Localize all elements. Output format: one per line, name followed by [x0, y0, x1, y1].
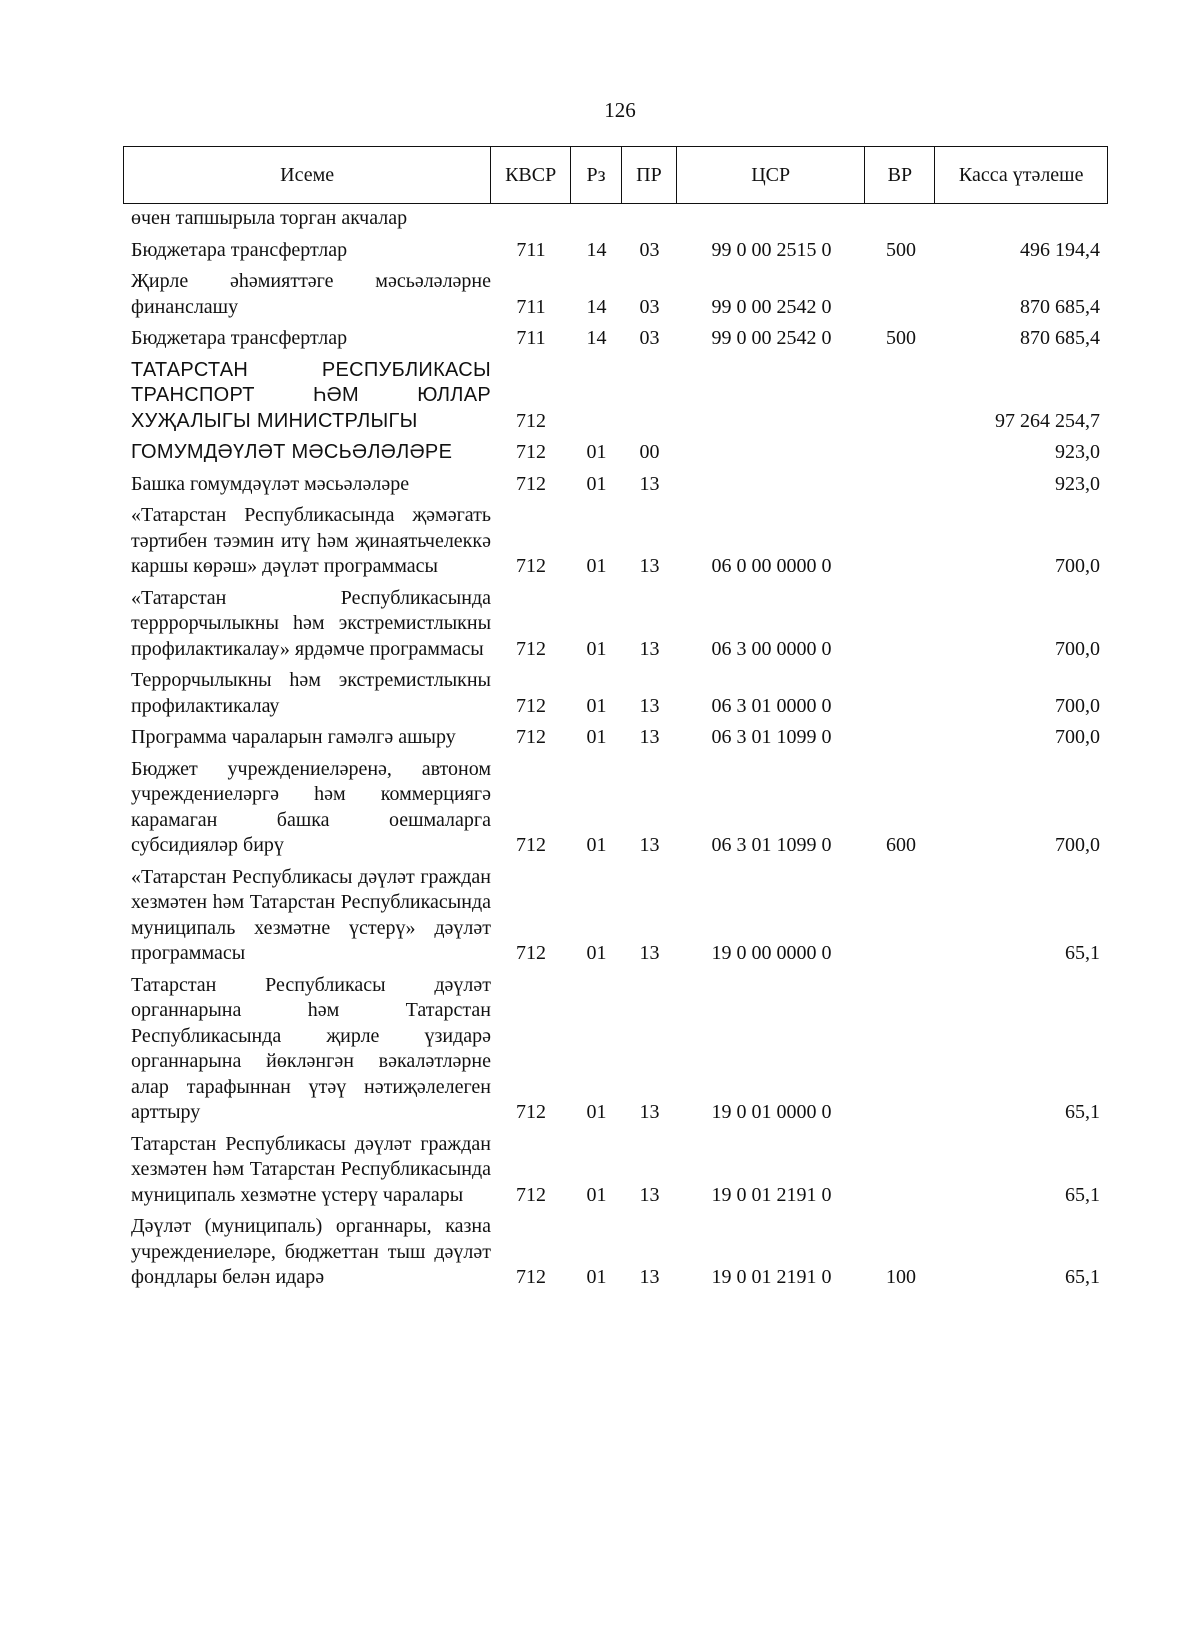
row-pr: 13	[639, 555, 660, 577]
row-csr: 06 3 00 0000 0	[711, 637, 832, 660]
row-csr: 06 3 01 1099 0	[711, 834, 832, 856]
row-csr: 06 0 00 0000 0	[711, 555, 832, 577]
header-vr: ВР	[865, 147, 935, 203]
row-rz: 14	[586, 238, 607, 261]
row-vr: 100	[886, 1266, 916, 1288]
table-row	[123, 326, 1108, 352]
table-row	[123, 238, 1108, 264]
header-kvsr: КВСР	[491, 147, 571, 203]
row-pr: 13	[639, 1183, 660, 1206]
row-kvsr: 712	[516, 834, 546, 856]
row-pr: 03	[639, 295, 660, 318]
row-csr: 06 3 01 1099 0	[711, 726, 832, 748]
row-sum: 65,1	[1065, 1101, 1100, 1123]
row-sum: 870 685,4	[1020, 295, 1100, 318]
row-sum: 923,0	[1055, 441, 1100, 463]
row-name: Бюджетара трансфертлар	[131, 327, 348, 349]
row-sum: 923,0	[1055, 472, 1100, 495]
row-sum: 700,0	[1055, 637, 1100, 660]
row-kvsr: 712	[516, 694, 546, 717]
row-csr: 19 0 00 0000 0	[711, 942, 832, 964]
row-rz: 01	[586, 1183, 607, 1206]
row-rz: 01	[586, 694, 607, 717]
row-csr: 06 3 01 0000 0	[711, 694, 832, 717]
header-name: Исеме	[124, 147, 491, 203]
row-kvsr: 712	[516, 441, 546, 463]
row-pr: 13	[639, 942, 660, 964]
row-sum: 65,1	[1065, 942, 1100, 964]
row-rz: 01	[586, 637, 607, 660]
row-name: Дәүләт (муниципаль) органнары, казна учреждениеләре, бюджеттан тыш дәүләт фондлары белән идарә	[131, 1215, 491, 1288]
row-name: Татарстан Республикасы дәүләт граждан хезмәтен һәм Татарстан Республикасында муниципаль хезмәтне үстерү чаралары	[131, 1132, 491, 1206]
header-csr: ЦСР	[677, 147, 866, 203]
row-csr: 99 0 00 2515 0	[711, 238, 832, 261]
table-row	[123, 472, 1108, 498]
row-kvsr: 712	[516, 555, 546, 577]
row-pr: 13	[639, 834, 660, 856]
row-sum: 700,0	[1055, 694, 1100, 717]
table-row	[123, 358, 1108, 435]
row-kvsr: 711	[516, 295, 546, 318]
row-kvsr: 712	[516, 942, 546, 964]
row-name: Бюджет учреждениеләренә, автоном учреждениеләргә һәм коммерциягә карамаган башка оешмаларга субсидияләр бирү	[131, 757, 491, 856]
row-name: «Татарстан Республикасында җәмәгать тәртибен тәэмин итү һәм җинаятьчелеккә каршы көрәш» дәүләт программасы	[131, 504, 491, 577]
row-csr: 99 0 00 2542 0	[711, 295, 832, 318]
table-row	[123, 1132, 1108, 1209]
row-csr: 99 0 00 2542 0	[711, 327, 832, 349]
row-sum: 700,0	[1055, 726, 1100, 748]
row-rz: 01	[586, 726, 607, 748]
row-rz: 14	[586, 295, 607, 318]
row-name: «Татарстан Республикасы дәүләт граждан хезмәтен һәм Татарстан Республикасында муниципаль хезмәтне үстерү» дәүләт программасы	[131, 865, 491, 964]
row-vr: 500	[886, 327, 916, 349]
row-rz: 01	[586, 472, 607, 495]
header-kassa: Касса үтәлеше	[958, 164, 1084, 186]
row-pr: 13	[639, 694, 660, 717]
row-csr: 19 0 01 2191 0	[711, 1183, 832, 1206]
table-row	[123, 206, 1108, 232]
row-pr: 13	[639, 726, 660, 748]
row-sum: 870 685,4	[1020, 327, 1100, 349]
row-kvsr: 712	[516, 1183, 546, 1206]
row-rz: 01	[586, 1101, 607, 1123]
table-body	[123, 206, 1108, 1291]
table-row	[123, 973, 1108, 1126]
table-row	[123, 586, 1108, 663]
row-csr: 19 0 01 2191 0	[711, 1266, 832, 1288]
row-name: Җирле әһәмияттәге мәсьәләләрне финанслашу	[131, 270, 491, 318]
row-vr: 600	[886, 834, 916, 856]
row-pr: 13	[639, 637, 660, 660]
row-pr: 13	[639, 1266, 660, 1288]
row-pr: 03	[639, 238, 660, 261]
row-rz: 14	[586, 327, 607, 349]
row-rz: 01	[586, 942, 607, 964]
table-row	[123, 440, 1108, 466]
row-rz: 01	[586, 441, 607, 463]
table-row	[123, 1214, 1108, 1291]
row-rz: 01	[586, 834, 607, 856]
table-row	[123, 269, 1108, 320]
header-pr: ПР	[622, 147, 677, 203]
row-kvsr: 711	[516, 327, 546, 349]
row-name: өчен тапшырыла торган акчалар	[131, 207, 408, 229]
row-kvsr: 712	[516, 409, 546, 432]
table-row	[123, 757, 1108, 859]
row-vr: 500	[886, 238, 916, 261]
row-kvsr: 712	[516, 1101, 546, 1123]
page-number: 126	[604, 98, 636, 122]
row-sum: 700,0	[1055, 834, 1100, 856]
row-kvsr: 711	[516, 238, 546, 261]
table-row	[123, 503, 1108, 580]
table-row	[123, 865, 1108, 967]
table-header	[123, 146, 1108, 204]
row-csr: 19 0 01 0000 0	[711, 1101, 832, 1123]
row-pr: 00	[639, 441, 660, 463]
row-sum: 700,0	[1055, 555, 1100, 577]
row-name: Татарстан Республикасы дәүләт органнарына һәм Татарстан Республикасында җирле үзидарә органнарына йөкләнгән вәкаләтләрне алар тарафыннан үтәү нәтиҗәлелеген арттыру	[131, 973, 491, 1123]
row-name: «Татарстан Республикасында терррорчылыкны һәм экстремистлыкны профилактикалау» ярдәмче программасы	[131, 586, 491, 660]
row-name: ГОМУМДӘҮЛӘТ МӘСЬӘЛӘЛӘРЕ	[131, 441, 453, 463]
row-pr: 13	[639, 1101, 660, 1123]
table-row	[123, 725, 1108, 751]
row-name: Террорчылыкны һәм экстремистлыкны профилактикалау	[131, 669, 491, 717]
row-sum: 496 194,4	[1020, 238, 1100, 261]
row-name: ТАТАРСТАН РЕСПУБЛИКАСЫ ТРАНСПОРТ ҺӘМ ЮЛЛАР ХУҖАЛЫГЫ МИНИСТРЛЫГЫ	[131, 358, 491, 432]
row-sum: 65,1	[1065, 1183, 1100, 1206]
row-sum: 65,1	[1065, 1266, 1100, 1288]
row-kvsr: 712	[516, 1266, 546, 1288]
row-kvsr: 712	[516, 472, 546, 495]
row-sum: 97 264 254,7	[995, 409, 1100, 432]
table-row	[123, 668, 1108, 719]
row-name: Программа чараларын гамәлгә ашыру	[131, 726, 456, 748]
row-pr: 03	[639, 327, 660, 349]
row-rz: 01	[586, 555, 607, 577]
row-kvsr: 712	[516, 637, 546, 660]
header-rz: Рз	[571, 147, 622, 203]
row-pr: 13	[639, 472, 660, 495]
row-kvsr: 712	[516, 726, 546, 748]
row-rz: 01	[586, 1266, 607, 1288]
row-name: Башка гомумдәүләт мәсьәләләре	[131, 472, 410, 495]
row-name: Бюджетара трансфертлар	[131, 238, 348, 261]
